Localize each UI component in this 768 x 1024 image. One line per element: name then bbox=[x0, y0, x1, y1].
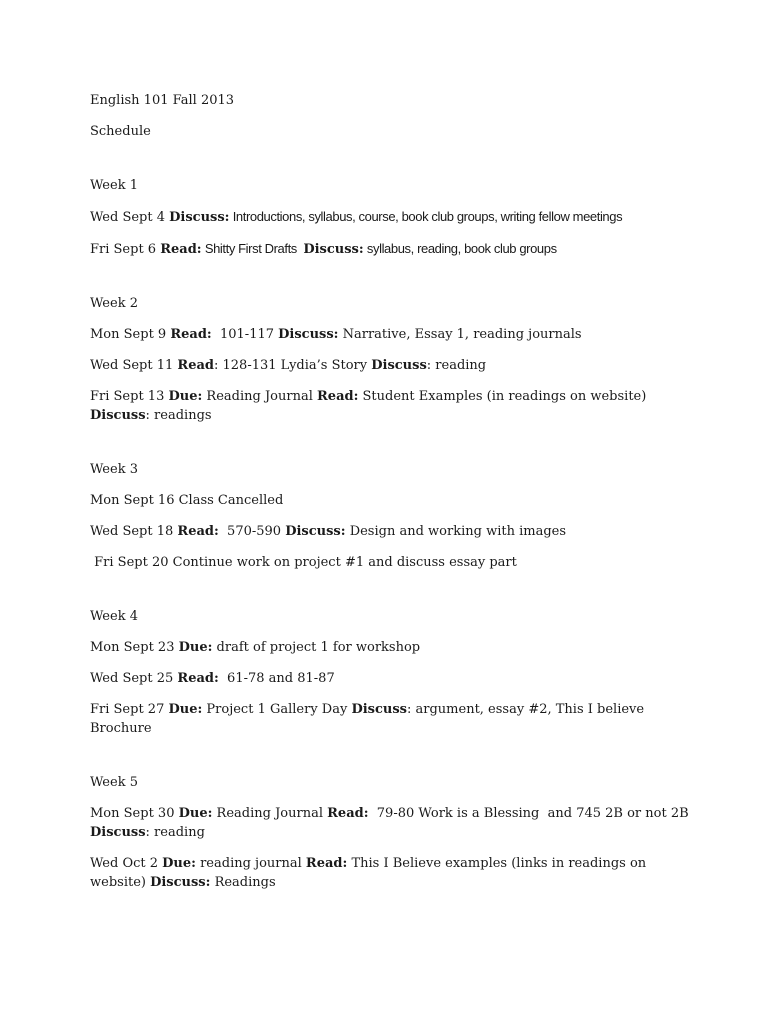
schedule-entry bbox=[90, 700, 690, 738]
entry-keyword: Discuss: bbox=[278, 327, 339, 342]
entry-text: Wed Sept 18 bbox=[90, 524, 178, 539]
entry-text: draft of project 1 for workshop bbox=[212, 640, 421, 655]
entry-keyword: Discuss bbox=[90, 408, 146, 423]
entry-keyword: Due: bbox=[178, 806, 213, 821]
entry-keyword: Read: bbox=[317, 389, 359, 404]
schedule-entry bbox=[90, 356, 690, 375]
schedule-entry bbox=[90, 522, 690, 541]
entry-text: : argument, essay #2, This I believe Brochure bbox=[90, 702, 649, 736]
week-heading: Week 5 bbox=[90, 775, 138, 790]
entry-keyword: Due: bbox=[162, 856, 196, 871]
schedule-entry bbox=[90, 553, 690, 572]
week-spacer bbox=[90, 271, 690, 294]
week-spacer bbox=[90, 437, 690, 460]
entry-text: reading journal bbox=[195, 856, 306, 871]
entry-text: Wed Sept 25 bbox=[90, 671, 178, 686]
schedule-entry bbox=[90, 387, 690, 425]
entry-text: Narrative, Essay 1, reading journals bbox=[338, 327, 582, 342]
entry-text: 61-78 and 81-87 bbox=[218, 671, 335, 686]
entry-keyword: Read: bbox=[327, 806, 369, 821]
entry-text: 570-590 bbox=[218, 524, 286, 539]
entry-text: Mon Sept 23 bbox=[90, 640, 179, 655]
entry-text: 101-117 bbox=[211, 327, 279, 342]
entry-text: Fri Sept 6 bbox=[90, 242, 161, 257]
entry-text: Wed Oct 2 bbox=[90, 856, 163, 871]
entry-text: : reading bbox=[145, 825, 205, 840]
entry-keyword: Read: bbox=[305, 856, 348, 871]
entry-keyword: Read: bbox=[177, 671, 219, 686]
entry-text: Reading Journal bbox=[212, 806, 328, 821]
entry-text: Mon Sept 16 Class Cancelled bbox=[90, 493, 284, 508]
entry-keyword: Discuss bbox=[371, 358, 427, 373]
entry-text: Mon Sept 9 bbox=[90, 327, 171, 342]
entry-text: Introductions, syllabus, course, book club groups, writing fellow meetings bbox=[229, 209, 623, 224]
week-heading: Week 4 bbox=[90, 609, 138, 624]
document-title: English 101 Fall 2013 bbox=[90, 93, 235, 108]
entry-text: syllabus, reading, book club groups bbox=[363, 241, 557, 256]
entry-text: : reading bbox=[426, 358, 487, 373]
entry-text: Mon Sept 30 bbox=[90, 806, 179, 821]
week-spacer bbox=[90, 153, 690, 176]
entry-keyword: Discuss: bbox=[150, 875, 211, 890]
entry-text: Wed Sept 4 bbox=[90, 210, 170, 225]
schedule-entry bbox=[90, 854, 690, 892]
schedule-entry bbox=[90, 804, 693, 842]
week-heading: Week 1 bbox=[90, 178, 138, 193]
entry-text: This I Believe examples (links in readings on website) bbox=[90, 856, 651, 890]
entry-keyword: Read: bbox=[160, 242, 202, 257]
week-spacer bbox=[90, 584, 690, 607]
entry-text: : readings bbox=[145, 408, 212, 423]
entry-text: Shitty First Drafts bbox=[201, 241, 304, 256]
entry-text: Fri Sept 27 bbox=[90, 702, 169, 717]
schedule-entry bbox=[90, 325, 690, 344]
entry-text: Fri Sept 20 Continue work on project #1 and discuss essay part bbox=[90, 555, 517, 570]
entry-text: Student Examples (in readings on website) bbox=[358, 389, 651, 404]
entry-keyword: Discuss: bbox=[303, 242, 364, 257]
schedule-entry bbox=[90, 638, 690, 657]
schedule-entry bbox=[90, 239, 690, 259]
entry-keyword: Due: bbox=[168, 702, 203, 717]
entry-keyword: Read: bbox=[170, 327, 212, 342]
entry-text: Readings bbox=[210, 875, 276, 890]
schedule-entry bbox=[90, 669, 690, 688]
entry-text: Reading Journal bbox=[202, 389, 317, 404]
entry-keyword: Read: bbox=[177, 524, 219, 539]
document-subtitle: Schedule bbox=[90, 124, 151, 139]
entry-keyword: Discuss: bbox=[169, 210, 230, 225]
entry-keyword: Read bbox=[177, 358, 214, 373]
entry-keyword: Discuss bbox=[90, 825, 146, 840]
entry-text: Wed Sept 11 bbox=[90, 358, 178, 373]
week-spacer bbox=[90, 750, 690, 773]
schedule-weeks bbox=[90, 153, 693, 892]
entry-keyword: Discuss: bbox=[285, 524, 346, 539]
schedule-entry bbox=[90, 491, 690, 510]
entry-text: Fri Sept 13 bbox=[90, 389, 169, 404]
entry-text: : 128-131 Lydia’s Story bbox=[214, 358, 372, 373]
week-heading: Week 3 bbox=[90, 462, 138, 477]
entry-keyword: Due: bbox=[178, 640, 213, 655]
entry-keyword: Discuss bbox=[351, 702, 407, 717]
week-heading: Week 2 bbox=[90, 296, 138, 311]
entry-text: Project 1 Gallery Day bbox=[202, 702, 352, 717]
entry-text: 79-80 Work is a Blessing and 745 2B or not 2B bbox=[368, 806, 693, 821]
entry-text: Design and working with images bbox=[345, 524, 567, 539]
entry-keyword: Due: bbox=[168, 389, 203, 404]
schedule-entry bbox=[90, 207, 690, 227]
document-body bbox=[90, 91, 693, 904]
